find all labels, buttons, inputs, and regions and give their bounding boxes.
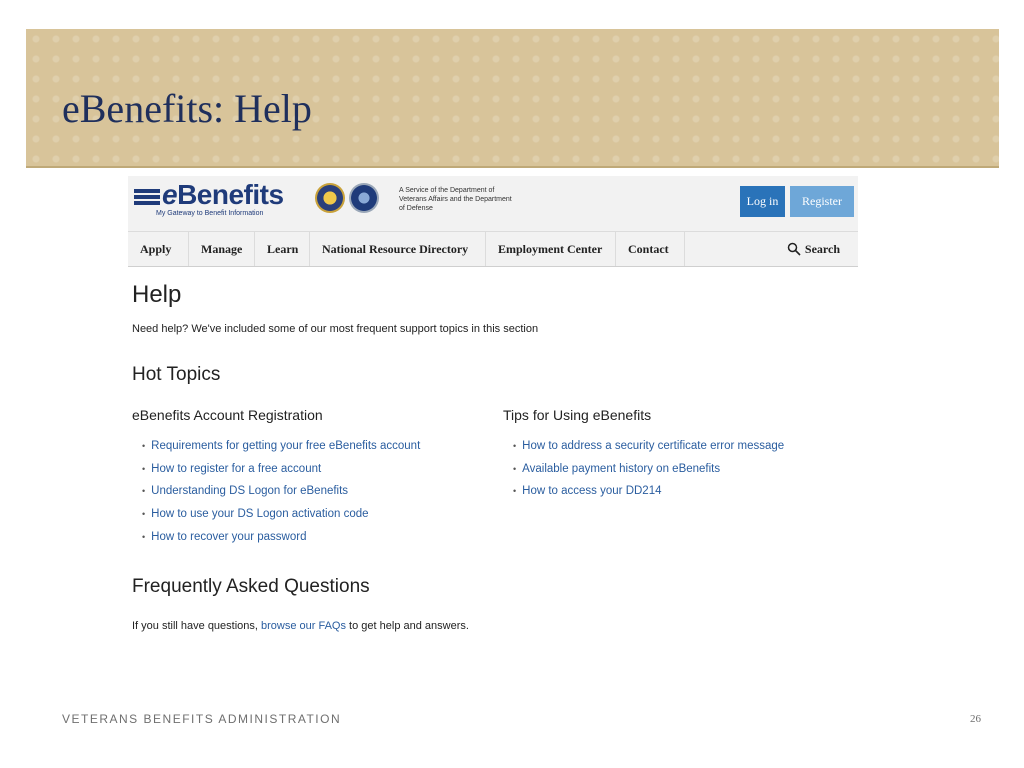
nav-employment-center[interactable]: Employment Center <box>486 232 616 266</box>
register-button[interactable]: Register <box>790 186 854 217</box>
search-label: Search <box>804 241 840 256</box>
logo-wordmark: eBenefits <box>162 179 284 210</box>
list-item[interactable]: • Requirements for getting your free eBenefits account <box>142 440 421 452</box>
intro-text: Need help? We've included some of our most frequent support topics in this section <box>132 323 539 335</box>
ebenefits-logo[interactable] <box>134 181 294 221</box>
tips-links <box>503 435 784 503</box>
list-item[interactable]: • How to access your DD214 <box>513 485 662 498</box>
nav-manage[interactable]: Manage <box>189 232 255 266</box>
hot-topics-heading: Hot Topics <box>132 364 221 385</box>
flag-stripes-icon <box>134 189 160 207</box>
nav-apply[interactable]: Apply <box>128 232 189 266</box>
search-icon <box>787 242 801 256</box>
search-link[interactable] <box>787 232 840 266</box>
list-item[interactable]: • Available payment history on eBenefits <box>513 462 721 475</box>
nav-contact[interactable]: Contact <box>616 232 685 266</box>
faq-text: If you still have questions, browse our FAQs to get help and answers. <box>132 620 469 632</box>
main-nav <box>128 231 858 267</box>
slide-title: eBenefits: Help <box>62 86 312 131</box>
logo-tagline: My Gateway to Benefit Information <box>156 210 264 217</box>
banner-divider <box>26 166 999 168</box>
service-text: A Service of the Department of Veterans Affairs and the Department of Defense <box>399 187 512 212</box>
dod-seal-icon <box>349 183 379 213</box>
nav-national-resource-directory[interactable]: National Resource Directory <box>310 232 486 266</box>
list-item[interactable]: • How to address a security certificate error message <box>513 440 785 452</box>
slide-footer: VETERANS BENEFITS ADMINISTRATION <box>62 712 342 726</box>
registration-heading: eBenefits Account Registration <box>132 407 323 423</box>
browse-faqs-link[interactable]: browse our FAQs <box>261 620 346 632</box>
list-item[interactable]: • Understanding DS Logon for eBenefits <box>142 485 349 498</box>
va-seal-icon <box>315 183 345 213</box>
ebenefits-screenshot <box>128 176 858 646</box>
faq-heading: Frequently Asked Questions <box>132 576 370 597</box>
site-header <box>128 176 858 231</box>
login-button[interactable]: Log in <box>740 186 785 217</box>
list-item[interactable]: • How to recover your password <box>142 530 307 543</box>
slide-banner <box>26 29 999 168</box>
list-item[interactable]: • How to register for a free account <box>142 462 322 475</box>
tips-heading: Tips for Using eBenefits <box>503 407 652 423</box>
page-title: Help <box>132 281 182 308</box>
page-number: 26 <box>970 713 981 725</box>
registration-links <box>132 435 420 548</box>
nav-learn[interactable]: Learn <box>255 232 310 266</box>
list-item[interactable]: • How to use your DS Logon activation code <box>142 508 369 521</box>
